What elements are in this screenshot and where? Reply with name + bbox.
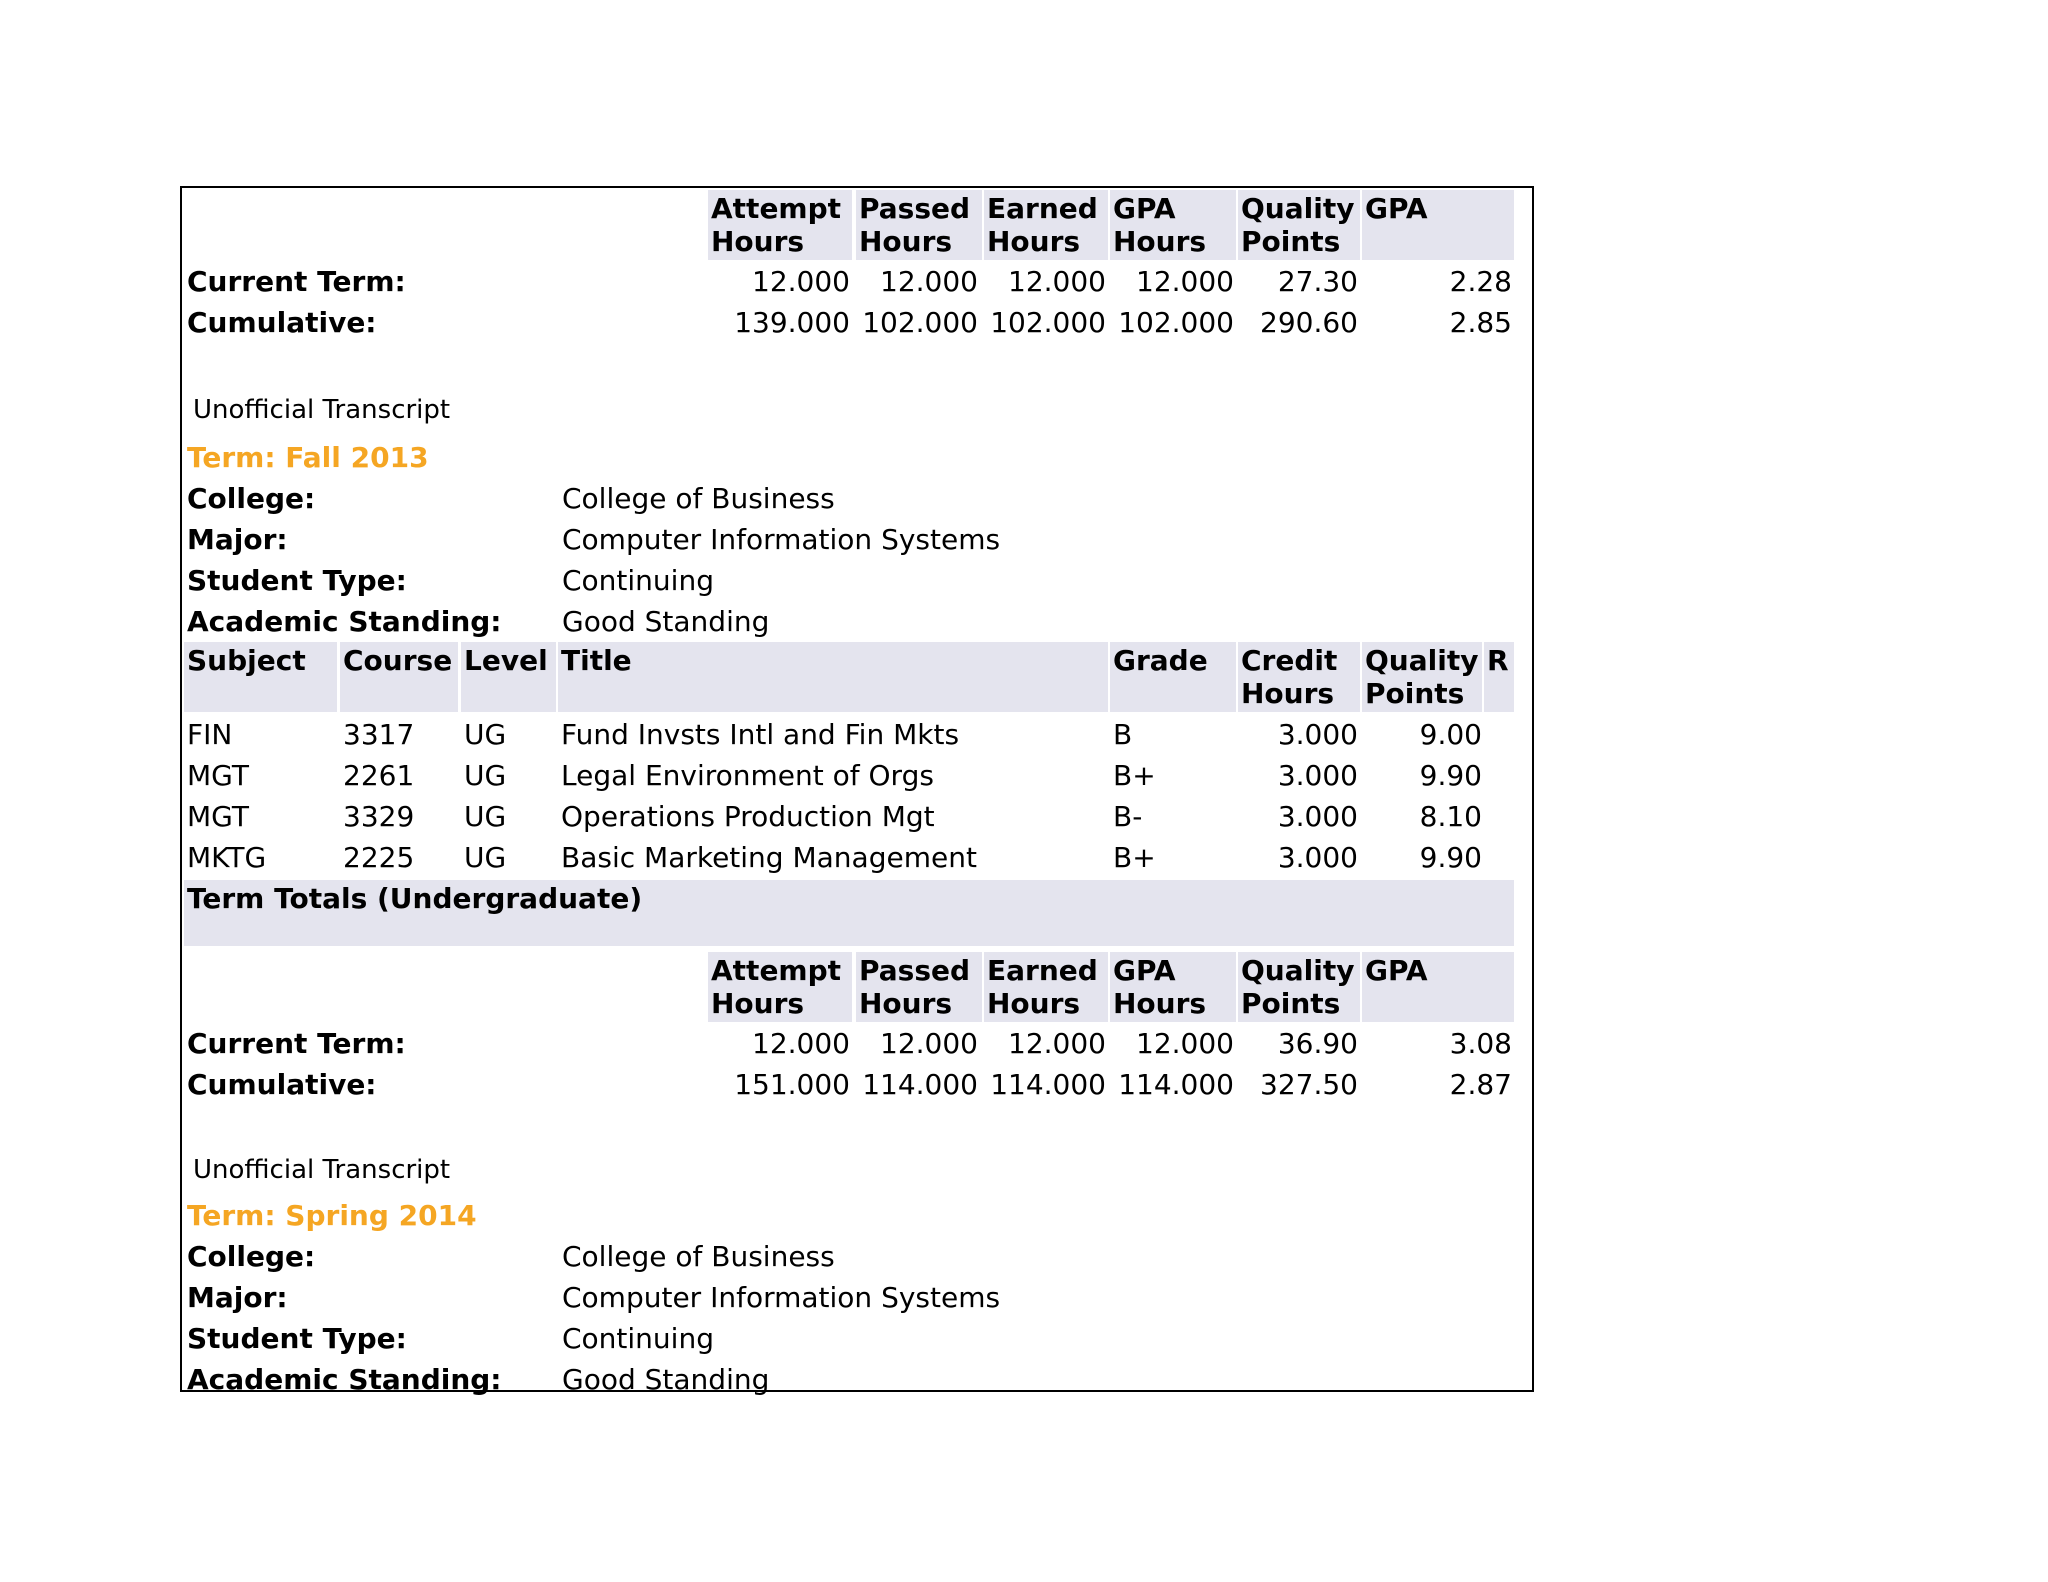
term-1-college-label: College: <box>187 482 316 515</box>
summary-1-header-attempt: Attempt Hours <box>711 192 842 258</box>
summary-2-cumulative-gpahours: 114.000 <box>1118 1068 1234 1101</box>
term-1-title: Term: Fall 2013 <box>187 441 429 474</box>
summary-1-header-quality: Quality Points <box>1241 192 1355 258</box>
course-level: UG <box>464 800 507 833</box>
course-number: 2225 <box>343 841 415 874</box>
term-1-college: College of Business <box>562 482 835 515</box>
term-1-student-type-label: Student Type: <box>187 564 407 597</box>
summary-2-header-attempt: Attempt Hours <box>711 954 842 1020</box>
course-header-subject: Subject <box>187 644 306 677</box>
course-grade: B+ <box>1113 759 1156 792</box>
term-2-title: Term: Spring 2014 <box>187 1199 477 1232</box>
course-level: UG <box>464 718 507 751</box>
summary-2-current-label: Current Term: <box>187 1027 406 1060</box>
summary-2-header-quality: Quality Points <box>1241 954 1355 1020</box>
course-credit: 3.000 <box>1277 841 1358 874</box>
term-2-student-type: Continuing <box>562 1322 714 1355</box>
transcript-label-2: Unofficial Transcript <box>193 1155 451 1185</box>
term-2-college-label: College: <box>187 1240 316 1273</box>
course-credit: 3.000 <box>1277 759 1358 792</box>
course-header-quality: Quality Points <box>1365 644 1479 710</box>
summary-1-cumulative-label: Cumulative: <box>187 306 377 339</box>
course-number: 2261 <box>343 759 415 792</box>
summary-2-current-attempt: 12.000 <box>752 1027 850 1060</box>
summary-1-cumulative-quality: 290.60 <box>1260 306 1358 339</box>
course-number: 3329 <box>343 800 415 833</box>
summary-2-cumulative-gpa: 2.87 <box>1449 1068 1512 1101</box>
summary-1-cumulative-gpahours: 102.000 <box>1118 306 1234 339</box>
course-header-title: Title <box>561 644 632 677</box>
course-header-credit: Credit Hours <box>1241 644 1338 710</box>
course-grade: B <box>1113 718 1133 751</box>
summary-1-header-gpa: GPA <box>1365 192 1428 225</box>
summary-1-cumulative-passed: 102.000 <box>862 306 978 339</box>
course-title: Operations Production Mgt <box>561 800 935 833</box>
summary-2-current-earned: 12.000 <box>1008 1027 1106 1060</box>
summary-1-current-passed: 12.000 <box>880 265 978 298</box>
course-quality: 9.90 <box>1419 841 1482 874</box>
course-grade: B- <box>1113 800 1143 833</box>
summary-1-cumulative-earned: 102.000 <box>990 306 1106 339</box>
course-subject: FIN <box>187 718 233 751</box>
term-2-major: Computer Information Systems <box>562 1281 1001 1314</box>
summary-2-cumulative-quality: 327.50 <box>1260 1068 1358 1101</box>
course-header-course: Course <box>343 644 453 677</box>
term-1-major-label: Major: <box>187 523 288 556</box>
summary-1-header-earned: Earned Hours <box>987 192 1098 258</box>
course-credit: 3.000 <box>1277 800 1358 833</box>
course-subject: MKTG <box>187 841 267 874</box>
summary-2-cumulative-passed: 114.000 <box>862 1068 978 1101</box>
summary-2-header-gpahours: GPA Hours <box>1113 954 1207 1020</box>
course-credit: 3.000 <box>1277 718 1358 751</box>
summary-1-current-label: Current Term: <box>187 265 406 298</box>
summary-1-cumulative-gpa: 2.85 <box>1449 306 1512 339</box>
summary-1-cumulative-attempt: 139.000 <box>734 306 850 339</box>
summary-2-header-passed: Passed Hours <box>859 954 971 1020</box>
summary-2-current-gpa: 3.08 <box>1449 1027 1512 1060</box>
summary-1-current-gpa: 2.28 <box>1449 265 1512 298</box>
course-level: UG <box>464 759 507 792</box>
course-title: Fund Invsts Intl and Fin Mkts <box>561 718 960 751</box>
course-quality: 9.90 <box>1419 759 1482 792</box>
summary-1-header-passed: Passed Hours <box>859 192 971 258</box>
term-1-major: Computer Information Systems <box>562 523 1001 556</box>
term-2-major-label: Major: <box>187 1281 288 1314</box>
summary-1-current-gpahours: 12.000 <box>1136 265 1234 298</box>
term-totals-label: Term Totals (Undergraduate) <box>187 882 643 915</box>
summary-2-cumulative-earned: 114.000 <box>990 1068 1106 1101</box>
course-grade: B+ <box>1113 841 1156 874</box>
summary-1-current-quality: 27.30 <box>1277 265 1358 298</box>
summary-2-cumulative-label: Cumulative: <box>187 1068 377 1101</box>
summary-2-header-gpa: GPA <box>1365 954 1428 987</box>
transcript-label-1: Unofficial Transcript <box>193 395 451 425</box>
course-quality: 9.00 <box>1419 718 1482 751</box>
term-2-student-type-label: Student Type: <box>187 1322 407 1355</box>
course-header-r: R <box>1487 644 1509 677</box>
term-1-standing: Good Standing <box>562 605 770 638</box>
summary-1-header-gpahours: GPA Hours <box>1113 192 1207 258</box>
course-header-grade: Grade <box>1113 644 1208 677</box>
term-1-student-type: Continuing <box>562 564 714 597</box>
course-number: 3317 <box>343 718 415 751</box>
term-2-standing: Good Standing <box>562 1363 770 1396</box>
course-header-level: Level <box>464 644 548 677</box>
course-subject: MGT <box>187 759 249 792</box>
summary-1-current-attempt: 12.000 <box>752 265 850 298</box>
summary-2-current-gpahours: 12.000 <box>1136 1027 1234 1060</box>
course-level: UG <box>464 841 507 874</box>
term-2-standing-label: Academic Standing: <box>187 1363 502 1396</box>
summary-2-current-passed: 12.000 <box>880 1027 978 1060</box>
summary-2-cumulative-attempt: 151.000 <box>734 1068 850 1101</box>
summary-2-header-earned: Earned Hours <box>987 954 1098 1020</box>
course-title: Legal Environment of Orgs <box>561 759 934 792</box>
course-header-title-bg <box>558 642 1108 712</box>
summary-2-current-quality: 36.90 <box>1277 1027 1358 1060</box>
term-2-college: College of Business <box>562 1240 835 1273</box>
term-1-standing-label: Academic Standing: <box>187 605 502 638</box>
course-title: Basic Marketing Management <box>561 841 977 874</box>
course-subject: MGT <box>187 800 249 833</box>
summary-1-current-earned: 12.000 <box>1008 265 1106 298</box>
course-quality: 8.10 <box>1419 800 1482 833</box>
